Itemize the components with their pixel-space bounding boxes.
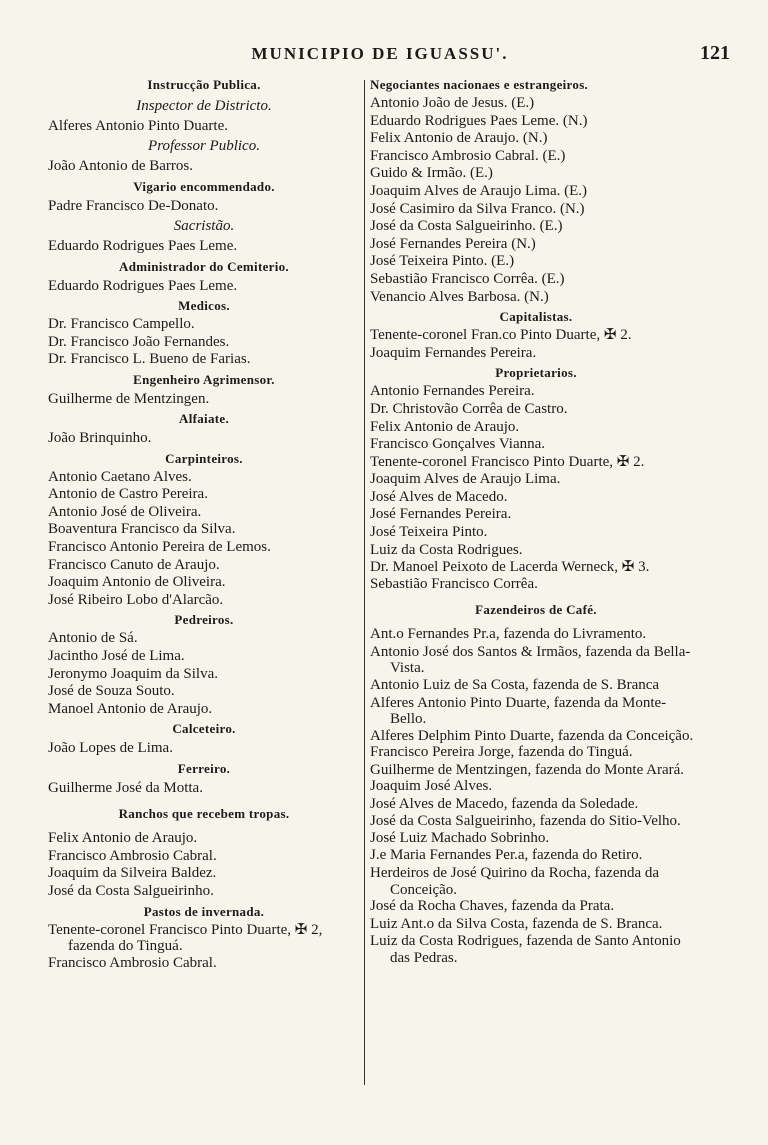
left-column — [48, 74, 360, 972]
list-item: Alferes Delphim Pinto Duarte, fazenda da Conceição. — [370, 727, 694, 744]
list-item: Luiz da Costa Rodrigues, fazenda de Santo Antonio das Pedras. — [370, 933, 681, 966]
list-item: José Alves de Macedo. — [370, 488, 508, 505]
section-heading: Ferreiro. — [177, 760, 231, 776]
list-item: Tenente-coronel Francisco Pinto Duarte, ✠ 2, fazenda do Tinguá. — [48, 921, 323, 955]
list-item: Ant.o Fernandes Pr.a, fazenda do Livramento. — [370, 626, 647, 643]
section-heading: Proprietarios. — [495, 365, 577, 381]
list-item: Antonio José de Oliveira. — [48, 503, 202, 520]
list-item: Manoel Antonio de Araujo. — [48, 700, 213, 717]
list-item: José da Rocha Chaves, fazenda da Prata. — [370, 898, 615, 914]
list-item: Antonio João de Jesus. (E.) — [370, 95, 535, 111]
list-item: José da Costa Salgueirinho. (E.) — [370, 218, 563, 235]
list-item: Antonio Fernandes Pereira. — [370, 383, 535, 400]
list-item: Venancio Alves Barbosa. (N.) — [370, 288, 549, 305]
list-item: José de Souza Souto. — [48, 683, 175, 700]
section-heading: Capitalistas. — [499, 309, 573, 325]
list-item: Tenente-coronel Fran.co Pinto Duarte, ✠ 2. — [370, 327, 632, 344]
list-item: Sebastião Francisco Corrêa. (E.) — [370, 270, 565, 287]
subsection-heading: Professor Publico. — [148, 138, 260, 155]
page-header — [0, 44, 768, 74]
list-item: Antonio Caetano Alves. — [48, 468, 192, 485]
list-item: José Luiz Machado Sobrinho. — [370, 829, 550, 846]
entry: Alferes Antonio Pinto Duarte. — [48, 118, 228, 134]
section-heading: Alfaiate. — [179, 411, 229, 427]
entry: Eduardo Rodrigues Paes Leme. — [48, 277, 238, 294]
section-heading: Carpinteiros. — [165, 450, 243, 466]
list-item: Francisco Ambrosio Cabral. (E.) — [370, 147, 566, 164]
list-item: Antonio de Sá. — [48, 630, 138, 647]
list-item: Joaquim Alves de Araujo Lima. — [370, 471, 561, 488]
list-item: Felix Antonio de Araujo. — [370, 418, 520, 435]
list-item: Francisco Gonçalves Vianna. — [370, 436, 546, 453]
entry: João Lopes de Lima. — [48, 740, 173, 757]
list-item: Dr. Francisco João Fernandes. — [48, 333, 230, 350]
list-item: José da Costa Salgueirinho, fazenda do Sitio-Velho. — [370, 813, 681, 830]
list-item: José Teixeira Pinto. (E.) — [370, 253, 515, 270]
list-item: Francisco Canuto de Araujo. — [48, 556, 220, 573]
section-heading: Vigario encommendado. — [133, 178, 275, 194]
list-item: Dr. Manoel Peixoto de Lacerda Werneck, ✠ 3. — [370, 559, 650, 576]
list-item: Alferes Antonio Pinto Duarte, fazenda da Monte-Bello. — [370, 694, 667, 728]
section-heading: Instrucção Publica. — [147, 77, 261, 92]
list-item: Jacintho José de Lima. — [48, 647, 185, 664]
list-item: Joaquim Alves de Araujo Lima. (E.) — [370, 182, 588, 199]
list-item: Francisco Ambrosio Cabral. — [48, 847, 217, 864]
list-item: Luiz da Costa Rodrigues. — [370, 541, 523, 558]
list-item: Luiz Ant.o da Silva Costa, fazenda de S. Branca. — [370, 915, 663, 932]
entry: Padre Francisco De-Donato. — [48, 197, 219, 214]
section-heading: Medicos. — [178, 298, 230, 314]
section-heading: Pastos de invernada. — [143, 903, 265, 919]
section-heading: Calceteiro. — [172, 721, 236, 737]
entry: João Brinquinho. — [48, 430, 152, 447]
page-number: 121 — [700, 42, 730, 64]
list-item: Guilherme de Mentzingen, fazenda do Monte Arará. — [370, 761, 685, 778]
list-item: Dr. Francisco Campello. — [48, 316, 195, 333]
list-item: Antonio de Castro Pereira. — [48, 486, 208, 503]
subsection-heading: Inspector de Districto. — [136, 98, 272, 114]
section-heading: Negociantes nacionaes e estrangeiros. — [370, 77, 589, 92]
section-heading: Engenheiro Agrimensor. — [133, 371, 275, 387]
list-item: Herdeiros de José Quirino da Rocha, fazenda da Conceição. — [370, 865, 660, 898]
list-item: Francisco Pereira Jorge, fazenda do Tinguá. — [370, 744, 633, 761]
list-item: Antonio José dos Santos & Irmãos, fazenda da Bella-Vista. — [370, 643, 691, 677]
list-item: José Teixeira Pinto. — [370, 524, 488, 541]
list-item: Tenente-coronel Francisco Pinto Duarte, ✠ 2. — [370, 453, 645, 470]
list-item: José Fernandes Pereira. — [370, 506, 512, 523]
section-heading: Administrador do Cemiterio. — [119, 258, 289, 274]
entry: Eduardo Rodrigues Paes Leme. — [48, 238, 238, 255]
entry: Guilherme José da Motta. — [48, 779, 203, 796]
entry: Guilherme de Mentzingen. — [48, 390, 210, 407]
list-item: Joaquim Antonio de Oliveira. — [48, 574, 226, 591]
list-item: Joaquim da Silveira Baldez. — [48, 865, 217, 882]
list-item: Dr. Christovão Corrêa de Castro. — [370, 400, 568, 417]
list-item: José Fernandes Pereira (N.) — [370, 235, 536, 252]
list-item: José Alves de Macedo, fazenda da Soledade. — [370, 795, 639, 812]
list-item: Joaquim José Alves. — [370, 778, 493, 795]
list-item: Guido & Irmão. (E.) — [370, 165, 493, 182]
column-divider — [364, 80, 365, 1085]
list-item: J.e Maria Fernandes Per.a, fazenda do Retiro. — [370, 847, 643, 864]
section-heading: Fazendeiros de Café. — [475, 602, 597, 618]
list-item: Jeronymo Joaquim da Silva. — [48, 665, 218, 682]
page-title: MUNICIPIO DE IGUASSU'. — [251, 44, 509, 63]
entry: João Antonio de Barros. — [48, 158, 193, 175]
list-item: Felix Antonio de Araujo. — [48, 830, 198, 847]
section-heading: Pedreiros. — [174, 612, 234, 628]
list-item: Francisco Ambrosio Cabral. — [48, 954, 217, 971]
list-item: Boaventura Francisco da Silva. — [48, 521, 236, 538]
list-item: Joaquim Fernandes Pereira. — [370, 344, 537, 361]
section-heading: Ranchos que recebem tropas. — [118, 806, 290, 822]
list-item: Felix Antonio de Araujo. (N.) — [370, 130, 548, 147]
subsection-heading: Sacristão. — [173, 218, 235, 235]
list-item: Antonio Luiz de Sa Costa, fazenda de S. Branca — [370, 676, 660, 693]
list-item: José Casimiro da Silva Franco. (N.) — [370, 200, 585, 217]
list-item: José Ribeiro Lobo d'Alarcão. — [48, 591, 224, 608]
right-column — [370, 74, 702, 966]
list-item: Sebastião Francisco Corrêa. — [370, 575, 538, 592]
list-item: Francisco Antonio Pereira de Lemos. — [48, 539, 271, 555]
list-item: Eduardo Rodrigues Paes Leme. (N.) — [370, 112, 588, 129]
list-item: Dr. Francisco L. Bueno de Farias. — [48, 351, 251, 368]
list-item: José da Costa Salgueirinho. — [48, 882, 214, 899]
